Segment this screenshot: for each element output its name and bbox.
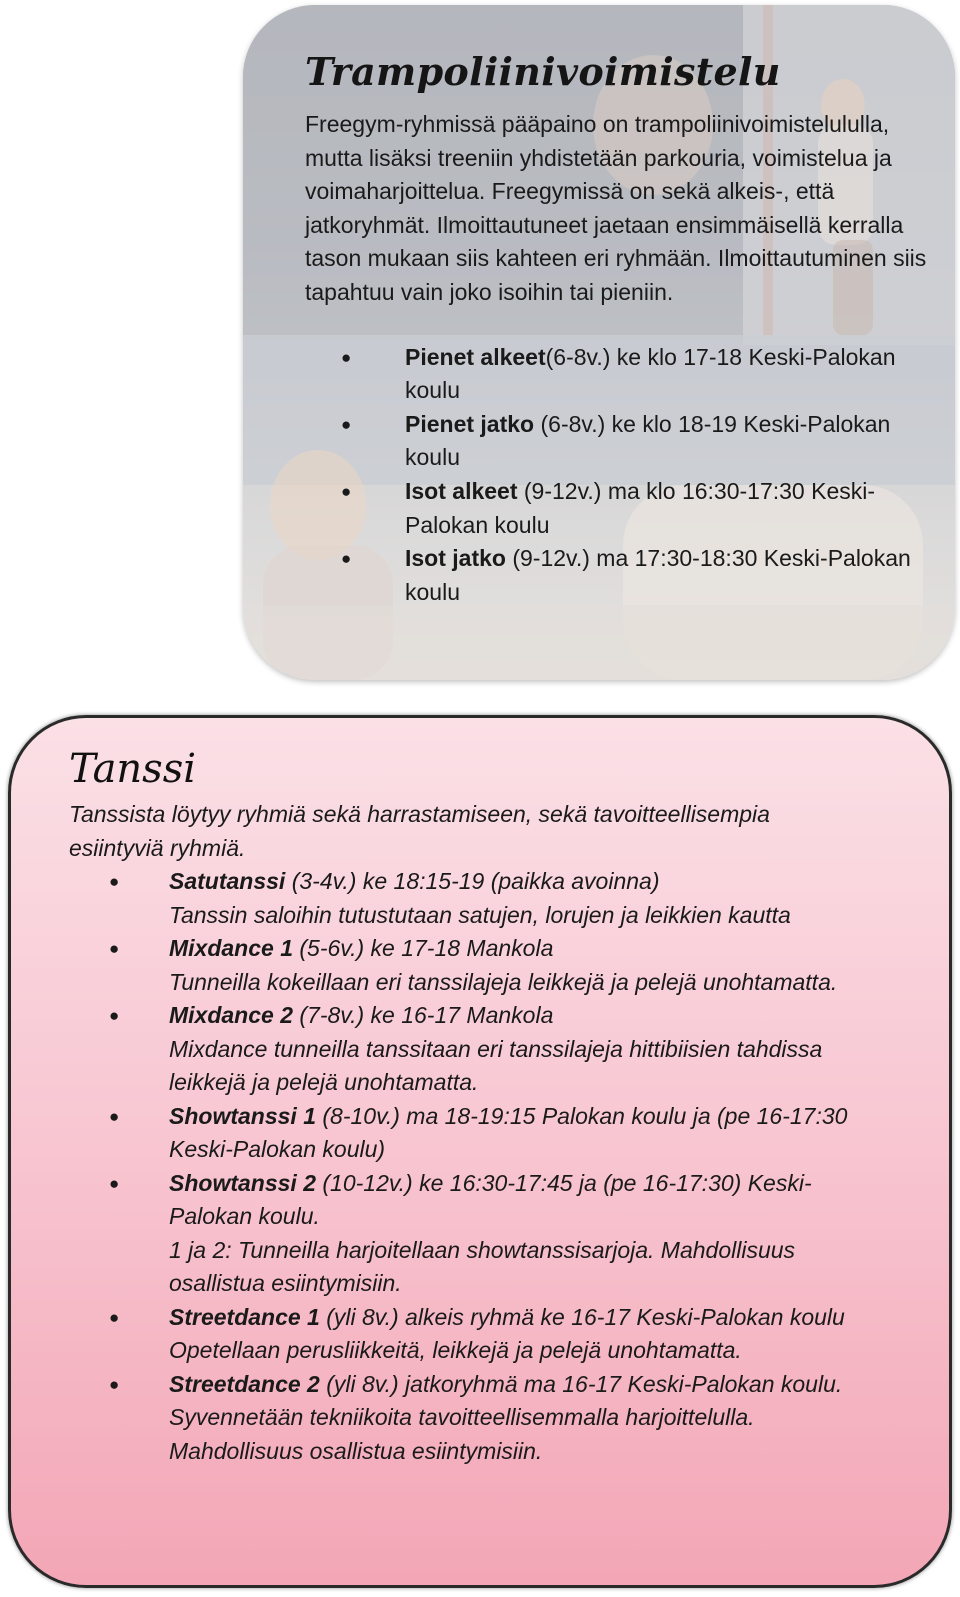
group-name: Pienet jatko xyxy=(405,410,535,437)
tanssi-title: Tanssi xyxy=(69,746,197,792)
group-name: Isot alkeet xyxy=(405,477,518,504)
group-detail: (yli 8v.) jatkoryhmä ma 16-17 Keski-Palokan koulu. Syvennetään tekniikoita tavoitteellisemmalla harjoittelulla. Mahdollisuus osallistua esiintymisiin. xyxy=(169,1370,843,1464)
group-name: Isot jatko xyxy=(405,545,506,572)
group-name: Pienet alkeet xyxy=(405,343,546,370)
tanssi-group-item xyxy=(69,865,869,932)
bullet-icon: ● xyxy=(109,1307,120,1327)
group-name: Showtanssi 2 xyxy=(169,1169,316,1196)
tanssi-box xyxy=(8,715,952,1588)
bullet-icon: ● xyxy=(109,872,120,891)
trampoliini-group-list xyxy=(305,341,955,610)
group-detail: (6-8v.) ke klo 17-18 Keski-Palokan koulu xyxy=(405,343,896,404)
tanssi-group-item xyxy=(69,1368,869,1469)
group-name: Streetdance 2 xyxy=(169,1370,320,1397)
tanssi-group-item xyxy=(69,1100,869,1167)
trampoliini-group-item xyxy=(305,542,940,609)
group-name: Satutanssi xyxy=(169,868,286,894)
group-description: Opetellaan perusliikkeitä, leikkejä ja pelejä unohtamatta. xyxy=(169,1337,742,1363)
trampoliini-intro: Freegym-ryhmissä pääpaino on trampoliinivoimistelululla, mutta lisäksi treeniin yhdistetään parkouria, voimistelua ja voimaharjoittelua. Freegymissä on sekä alkeis-, että jatkoryhmät. Ilmoittautuneet jaetaan ensimmäisellä kerralla tason mukaan siis kahteen eri ryhmään. Ilmoittautuminen siis tapahtuu vain joko isoihin tai pieniin. xyxy=(305,111,927,305)
bullet-icon: ● xyxy=(109,1374,120,1394)
trampoliini-title: Trampoliinivoimistelu xyxy=(305,49,781,94)
group-name: Streetdance 1 xyxy=(169,1303,320,1330)
group-detail: (3-4v.) ke 18:15-19 (paikka avoinna) xyxy=(285,868,660,894)
group-name: Mixdance 2 xyxy=(169,1002,293,1028)
tanssi-group-item xyxy=(69,999,869,1100)
tanssi-group-item xyxy=(69,1301,869,1368)
group-detail: (10-12v.) ke 16:30-17:45 ja (pe 16-17:30) Keski-Palokan koulu. xyxy=(169,1169,812,1229)
tanssi-group-list xyxy=(69,865,929,1468)
group-detail: (8-10v.) ma 18-19:15 Palokan koulu ja (pe 16-17:30 Keski-Palokan koulu) xyxy=(169,1102,848,1162)
group-detail: (yli 8v.) alkeis ryhmä ke 16-17 Keski-Palokan koulu xyxy=(319,1303,845,1330)
group-description: 1 ja 2: Tunneilla harjoitellaan showtanssisarjoja. Mahdollisuus osallistua esiintymisiin. xyxy=(169,1236,796,1296)
tanssi-group-item xyxy=(69,1167,869,1301)
group-detail: (5-6v.) ke 17-18 Mankola xyxy=(293,935,554,961)
group-name: Mixdance 1 xyxy=(169,935,293,961)
bullet-icon: ● xyxy=(341,414,352,434)
bullet-icon: ● xyxy=(341,549,352,569)
trampoliini-group-item xyxy=(305,475,940,542)
trampoliini-group-item xyxy=(305,341,940,408)
group-description: Tunneilla kokeillaan eri tanssilajeja leikkejä ja pelejä unohtamatta. xyxy=(169,968,838,995)
bullet-icon: ● xyxy=(109,1173,120,1193)
group-description: Mixdance tunneilla tanssitaan eri tanssilajeja hittibiisien tahdissa leikkejä ja pelejä unohtamatta. xyxy=(169,1035,823,1095)
group-description: Tanssin saloihin tutustutaan satujen, lorujen ja leikkien kautta xyxy=(169,901,791,928)
tanssi-intro: Tanssista löytyy ryhmiä sekä harrastamiseen, sekä tavoitteellisempia esiintyviä ryhmiä. xyxy=(69,801,770,861)
group-detail: (9-12v.) ma klo 16:30-17:30 Keski-Palokan koulu xyxy=(405,477,876,538)
bullet-icon: ● xyxy=(109,1006,120,1025)
group-detail: (9-12v.) ma 17:30-18:30 Keski-Palokan koulu xyxy=(405,545,911,605)
group-name: Showtanssi 1 xyxy=(169,1102,316,1129)
trampoliini-box xyxy=(243,5,955,680)
bullet-icon: ● xyxy=(109,1106,120,1126)
bullet-icon: ● xyxy=(341,347,352,367)
tanssi-content xyxy=(69,746,929,1468)
bullet-icon: ● xyxy=(109,939,120,958)
group-detail: (7-8v.) ke 16-17 Mankola xyxy=(293,1002,554,1028)
bullet-icon: ● xyxy=(341,481,352,501)
trampoliini-content xyxy=(305,49,955,609)
trampoliini-group-item xyxy=(305,408,940,475)
group-detail: (6-8v.) ke klo 18-19 Keski-Palokan koulu xyxy=(405,410,891,471)
tanssi-group-item xyxy=(69,932,869,999)
